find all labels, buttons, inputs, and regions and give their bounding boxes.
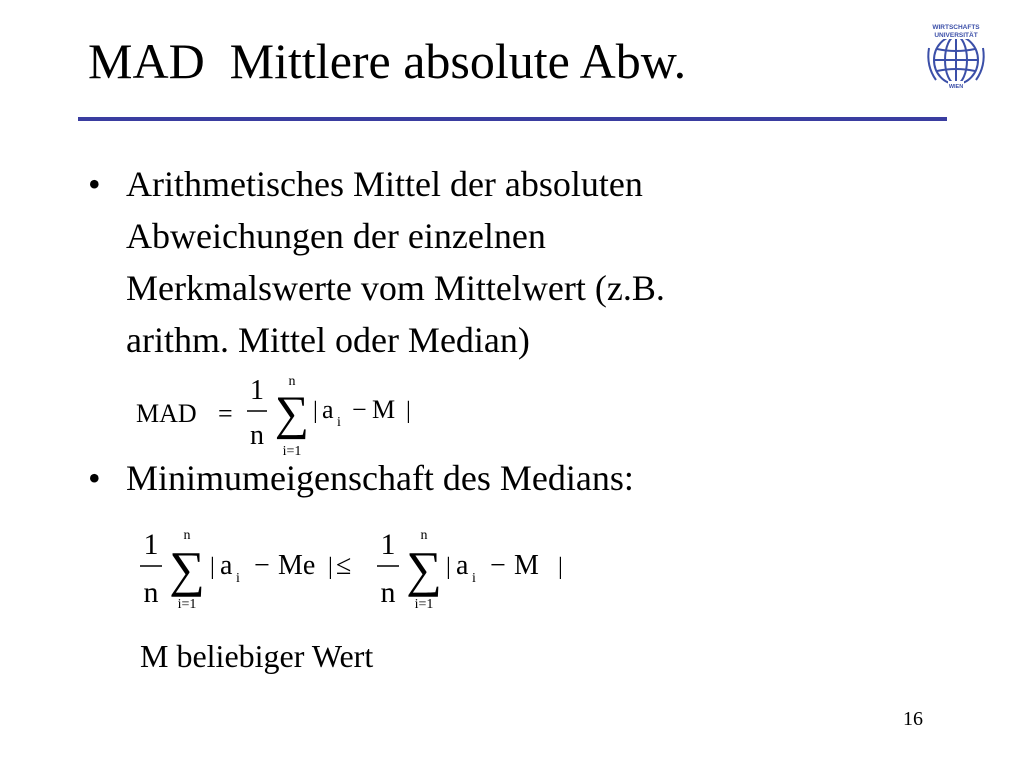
note-text: M beliebiger Wert [140, 638, 374, 674]
title-underline [78, 117, 947, 121]
fraction-denominator: n [250, 420, 264, 451]
sum-symbol: ∑ [169, 541, 205, 597]
abs-bar: | [210, 554, 215, 580]
subscript-i: i [236, 571, 240, 586]
minus-sign: − [254, 550, 270, 581]
minus-sign: − [490, 550, 506, 581]
logo-text-line3: WIEN [948, 84, 964, 90]
variable-M: M [514, 550, 539, 581]
sum-upper-limit: n [420, 528, 428, 543]
abs-bar: | [328, 554, 333, 580]
bullet-1-line-2: Abweichungen der einzelnen [126, 216, 546, 256]
minus-sign: − [352, 395, 367, 424]
logo-text-line2: UNIVERSITÄT [934, 32, 978, 39]
bullet-2-line-1: Minimumeigenschaft des Medians: [126, 458, 634, 498]
variable-M: M [372, 395, 396, 424]
sum-upper-limit: n [183, 528, 191, 543]
sum-symbol: ∑ [406, 541, 442, 597]
mad-formula [130, 370, 450, 462]
variable-Me: Me [278, 550, 316, 581]
sum-lower-limit: i=1 [177, 597, 197, 612]
page-number: 16 [903, 708, 923, 730]
formula-mad-lhs: MAD [136, 399, 197, 428]
abs-bar-open: | [313, 398, 318, 424]
bullet-marker: • [88, 164, 101, 204]
sum-lower-limit: i=1 [282, 444, 302, 459]
fraction-numerator: 1 [250, 375, 264, 406]
bullet-1-line-4: arithm. Mittel oder Median) [126, 320, 530, 360]
fraction-numerator: 1 [143, 528, 159, 561]
sum-upper-limit: n [288, 374, 296, 389]
abs-bar-close: | [406, 398, 411, 424]
formula-equals: = [218, 399, 233, 428]
median-minimum-formula [130, 522, 590, 622]
sum-lower-limit: i=1 [414, 597, 434, 612]
bullet-marker: • [88, 458, 101, 498]
variable-a: a [220, 550, 233, 581]
less-equal-sign: ≤ [336, 550, 352, 581]
slide-title: MAD Mittlere absolute Abw. [88, 33, 687, 89]
variable-a: a [322, 395, 334, 424]
abs-bar: | [558, 554, 563, 580]
fraction-denominator: n [143, 576, 159, 609]
subscript-i: i [472, 571, 476, 586]
abs-bar: | [446, 554, 451, 580]
fraction-numerator: 1 [380, 528, 396, 561]
subscript-i: i [337, 415, 341, 430]
university-globe-logo-icon [920, 20, 992, 92]
bullet-1-line-1: Arithmetisches Mittel der absoluten [126, 164, 643, 204]
variable-a: a [456, 550, 469, 581]
fraction-denominator: n [380, 576, 396, 609]
bullet-1-line-3: Merkmalswerte vom Mittelwert (z.B. [126, 268, 665, 308]
logo-text-line1: WIRTSCHAFTS [932, 24, 980, 31]
sum-symbol: ∑ [274, 387, 310, 440]
